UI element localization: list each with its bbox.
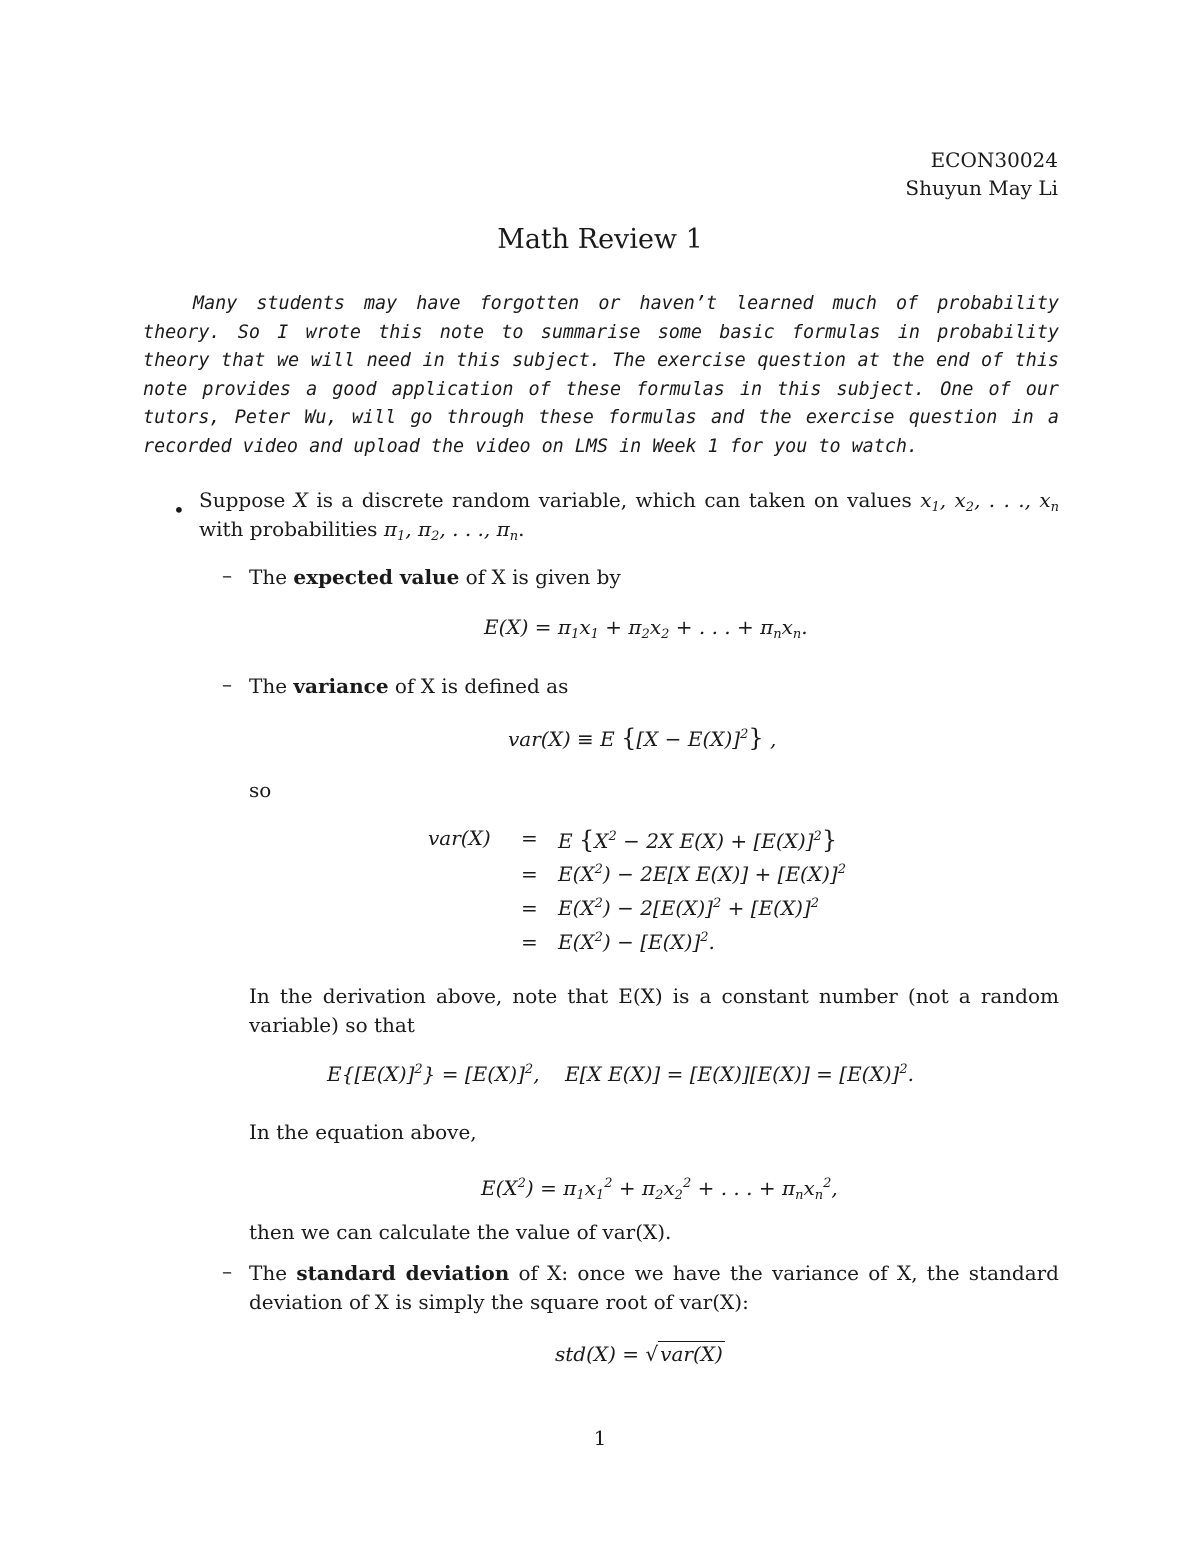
std-dev-term: standard deviation: [296, 1261, 510, 1285]
variance-line: [249, 672, 568, 701]
variance-term: variance: [293, 674, 389, 698]
std-dev-line: [249, 1259, 1059, 1317]
dash-expected: –: [222, 563, 232, 587]
variance-after: of X is defined as: [394, 674, 569, 698]
variance-definition-equation: var(X) ≡ E $\{[X - E(X)]^2\}$ ,: [508, 724, 777, 752]
expected-value-after: of X is given by: [465, 565, 621, 589]
page-number: 1: [593, 1426, 607, 1450]
document-page: ECON30024 Shuyun May Li Math Review 1 Many students may have forgotten or haven’t learned much of probability theory. So I wrote this note to summarise some basic formulas in probability theory that we will need in this subject. The exercise question at the end of this note provides a good application of these formulas in this subject. One of our tutors, Peter Wu, will go through these formulas and the exercise question in a recorded video and upload the video on LMS in Week 1 for you to watch. • Suppose X is a discrete random variable, which can taken on values $x_1$, $x_2$, . . ., $x_n$ with probabilities $\pi_1$, $\pi_2$, . . ., $\pi_n$. – The expected value of X is given by $E(X) = \pi_1x_1 + \pi_2x_2$ + . . . + $\pi_nx_n$. – The variance of X is defined as var(X) ≡ E $\{[X - E(X)]^2\}$ , so var(X) = E {$X^2 - 2X$ $E(X) + [E(X)]^2$} = $E(X^2) - 2E[X$ $E(X)] + [E(X)]^2$ = $E(X^2) - 2[E(X)]^2 + [E(X)]^2$ = $E(X^2) - [E(X)]^2$. In the derivation above, note that E(X) is a constant number (not a random variable) so that $E\{[E(X)]^2\} = [E(X)]^2$, E[X $E(X)] = [E(X)][E(X)] = [E(X)]^2$. In the equation above, $E(X^2) = \pi_1x_1^2 + \pi_2x_2^2$ + . . . + $\pi_nx_n^2$, then we can calculate the value of var(X). – The standard deviation of X: once we have the variance of X, the standard deviation of X is simply the square root of var(X): std(X) = √ var(X) 1: [0, 0, 1200, 1553]
dash-variance: –: [222, 672, 232, 696]
author-name: Shuyun May Li: [905, 176, 1058, 200]
derivation-note: In the derivation above, note that E(X) is a constant number (not a random variable) so that: [249, 984, 1059, 1037]
second-moment-equation: $E(X^2) = \pi_1x_1^2 + \pi_2x_2^2$ + . . . + $\pi_nx_n^2$,: [481, 1176, 838, 1203]
then-text: then we can calculate the value of var(X).: [249, 1220, 672, 1244]
page-title: Math Review 1: [497, 224, 703, 255]
course-code: ECON30024: [930, 148, 1058, 172]
equation-note: In the equation above,: [249, 1120, 477, 1144]
std-dev-before: The: [249, 1261, 288, 1285]
dash-std: –: [222, 1259, 232, 1283]
bullet-intro-part3: with probabilities: [199, 517, 378, 541]
std-dev-equation: std(X) = √ var(X): [555, 1342, 723, 1366]
bullet-symbol: •: [173, 498, 185, 522]
probabilities-list: $\pi_1$, $\pi_2$, . . ., $\pi_n$: [383, 517, 519, 544]
bullet-intro-part2: is a discrete random variable, which can taken on values: [316, 488, 912, 512]
var-x: X: [293, 488, 308, 512]
bullet-intro: Suppose X is a discrete random variable, which can taken on values $x_1$, $x_2$, . . ., $x_n$ with probabilities $\pi_1$, $\pi_2$, . . ., $\pi_n$.: [199, 488, 1060, 544]
expected-value-before: The: [249, 565, 288, 589]
abstract-paragraph: Many students may have forgotten or haven’t learned much of probability theory. So I wrote this note to summarise some basic formulas in probability theory that we will need in this subject. The exercise question at the end of this note provides a good application of these formulas in this subject. One of our tutors, Peter Wu, will go through these formulas and the exercise question in a recorded video and upload the video on LMS in Week 1 for you to watch.: [143, 293, 1059, 457]
constant-expectation-equation: $E\{[E(X)]^2\} = [E(X)]^2$, E[X $E(X)] = [E(X)][E(X)] = [E(X)]^2$.: [327, 1062, 914, 1086]
expected-value-line: [249, 563, 621, 592]
bullet-intro-part1: Suppose: [199, 488, 286, 512]
expected-value-term: expected value: [293, 565, 460, 589]
variance-before: The: [249, 674, 288, 698]
values-list: $x_1$, $x_2$, . . ., $x_n$: [920, 488, 1060, 515]
expected-value-equation: $E(X) = \pi_1x_1 + \pi_2x_2$ + . . . + $\pi_nx_n$.: [484, 615, 808, 642]
std-dev-after: of X: once we have the variance of X, the standard deviation of X is simply the square root of var(X):: [249, 1261, 1059, 1314]
so-text: so: [249, 778, 272, 802]
